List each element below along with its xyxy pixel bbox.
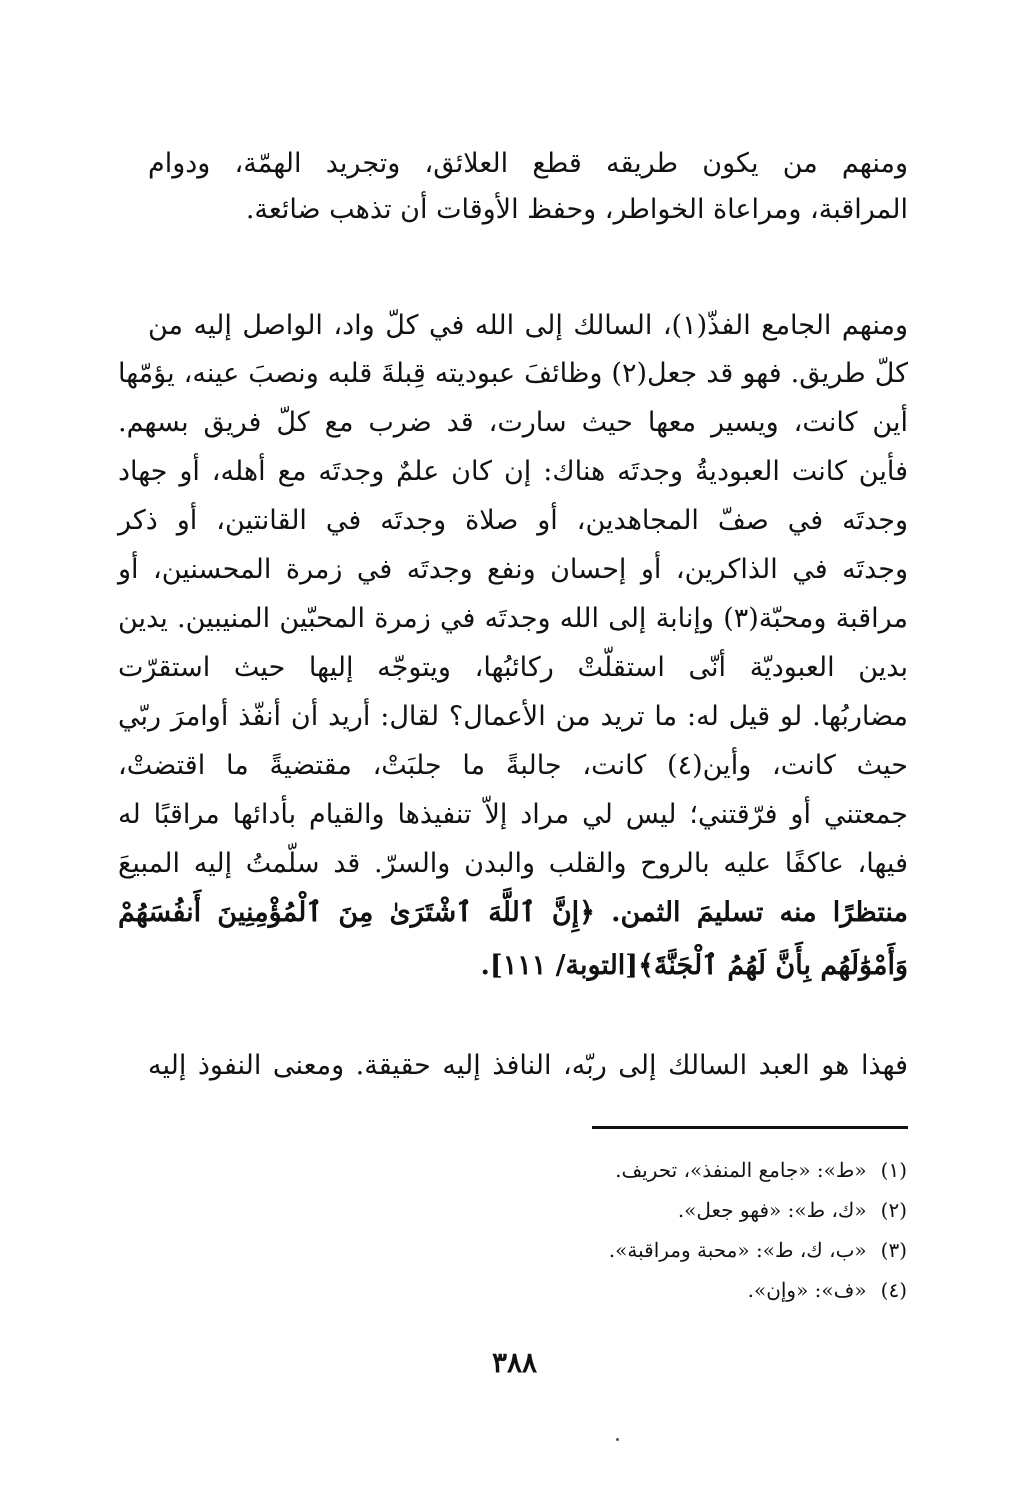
footnote-1 <box>615 1158 907 1182</box>
footnote-number: (٤) <box>880 1278 907 1302</box>
paragraph-2-line-11: جمعتني أو فرّقتني؛ ليس لي مراد إلاّ تنفيذها والقيام بأدائها مراقبًا له <box>118 799 908 830</box>
footnote-4 <box>748 1278 907 1302</box>
paragraph-2-line-14-quran: وَأَمْوَٰلَهُم بِأَنَّ لَهُمُ ٱلْجَنَّةَ﴾[التوبة/ ١١١]. <box>480 950 908 981</box>
footnote-number: (٣) <box>880 1238 907 1262</box>
paragraph-2-line-1: ومنهم الجامع الفذّ(١)، السالك إلى الله في كلّ واد، الواصل إليه من <box>148 310 908 341</box>
paragraph-2-line-3: أين كانت، ويسير معها حيث سارت، قد ضرب مع كلّ فريق بسهم. <box>118 407 908 438</box>
scan-speck <box>616 1438 619 1441</box>
footnote-separator <box>592 1126 908 1129</box>
paragraph-2 <box>118 312 908 1012</box>
paragraph-2-line-4: فأين كانت العبوديةُ وجدتَه هناك: إن كان علمٌ وجدتَه مع أهله، أو جهاد <box>118 456 908 487</box>
paragraph-2-line-5: وجدتَه في صفّ المجاهدين، أو صلاة وجدتَه في القانتين، أو ذكر <box>118 505 908 536</box>
paragraph-2-line-6: وجدتَه في الذاكرين، أو إحسان ونفع وجدتَه في زمرة المحسنين، أو <box>118 554 908 585</box>
paragraph-3 <box>118 1052 908 1092</box>
paragraph-2-line-8: بدين العبوديّة أنّى استقلّتْ ركائبُها، ويتوجّه إليها حيث استقرّت <box>118 652 908 683</box>
paragraph-2-line-9: مضاربُها. لو قيل له: ما تريد من الأعمال؟ لقال: أريد أن أنفّذ أوامرَ ربّي <box>118 701 908 732</box>
footnote-text: «ف»: «وإن». <box>747 1278 867 1302</box>
footnote-3 <box>609 1238 907 1262</box>
footnote-text: «ب، ك، ط»: «محبة ومراقبة». <box>608 1238 867 1262</box>
footnote-text: «ك، ط»: «فهو جعل». <box>677 1198 867 1222</box>
paragraph-2-line-10: حيث كانت، وأين(٤) كانت، جالبةً ما جلبَتْ، مقتضيةً ما اقتضتْ، <box>118 750 908 781</box>
footnote-text: «ط»: «جامع المنفذ»، تحريف. <box>615 1158 867 1182</box>
page-number: ٣٨٨ <box>491 1346 538 1379</box>
footnote-number: (١) <box>880 1158 907 1182</box>
paragraph-2-line-2: كلّ طريق. فهو قد جعل(٢) وظائفَ عبوديته قِبلةَ قلبه ونصبَ عينه، يؤمّها <box>118 358 908 389</box>
paragraph-2-line-7: مراقبة ومحبّة(٣) وإنابة إلى الله وجدتَه في زمرة المحبّين المنيبين. يدين <box>118 603 908 634</box>
footnote-number: (٢) <box>880 1198 907 1222</box>
footnote-2 <box>678 1198 907 1222</box>
paragraph-1 <box>118 150 908 230</box>
paragraph-1-line-2: المراقبة، ومراعاة الخواطر، وحفظ الأوقات أن تذهب ضائعة. <box>245 194 908 225</box>
paragraph-2-line-13-quran: منتظرًا منه تسليمَ الثمن. ﴿إِنَّ ٱللَّهَ ٱشْتَرَىٰ مِنَ ٱلْمُؤْمِنِينَ أَنفُسَهُمْ <box>118 897 908 928</box>
paragraph-2-line-12: فيها، عاكفًا عليه بالروح والقلب والبدن والسرّ. قد سلّمتُ إليه المبيعَ <box>118 848 908 879</box>
paragraph-1-line-1: ومنهم من يكون طريقه قطع العلائق، وتجريد الهمّة، ودوام <box>148 148 908 179</box>
paragraph-3-line-1: فهذا هو العبد السالك إلى ربّه، النافذ إليه حقيقة. ومعنى النفوذ إليه <box>148 1050 908 1081</box>
